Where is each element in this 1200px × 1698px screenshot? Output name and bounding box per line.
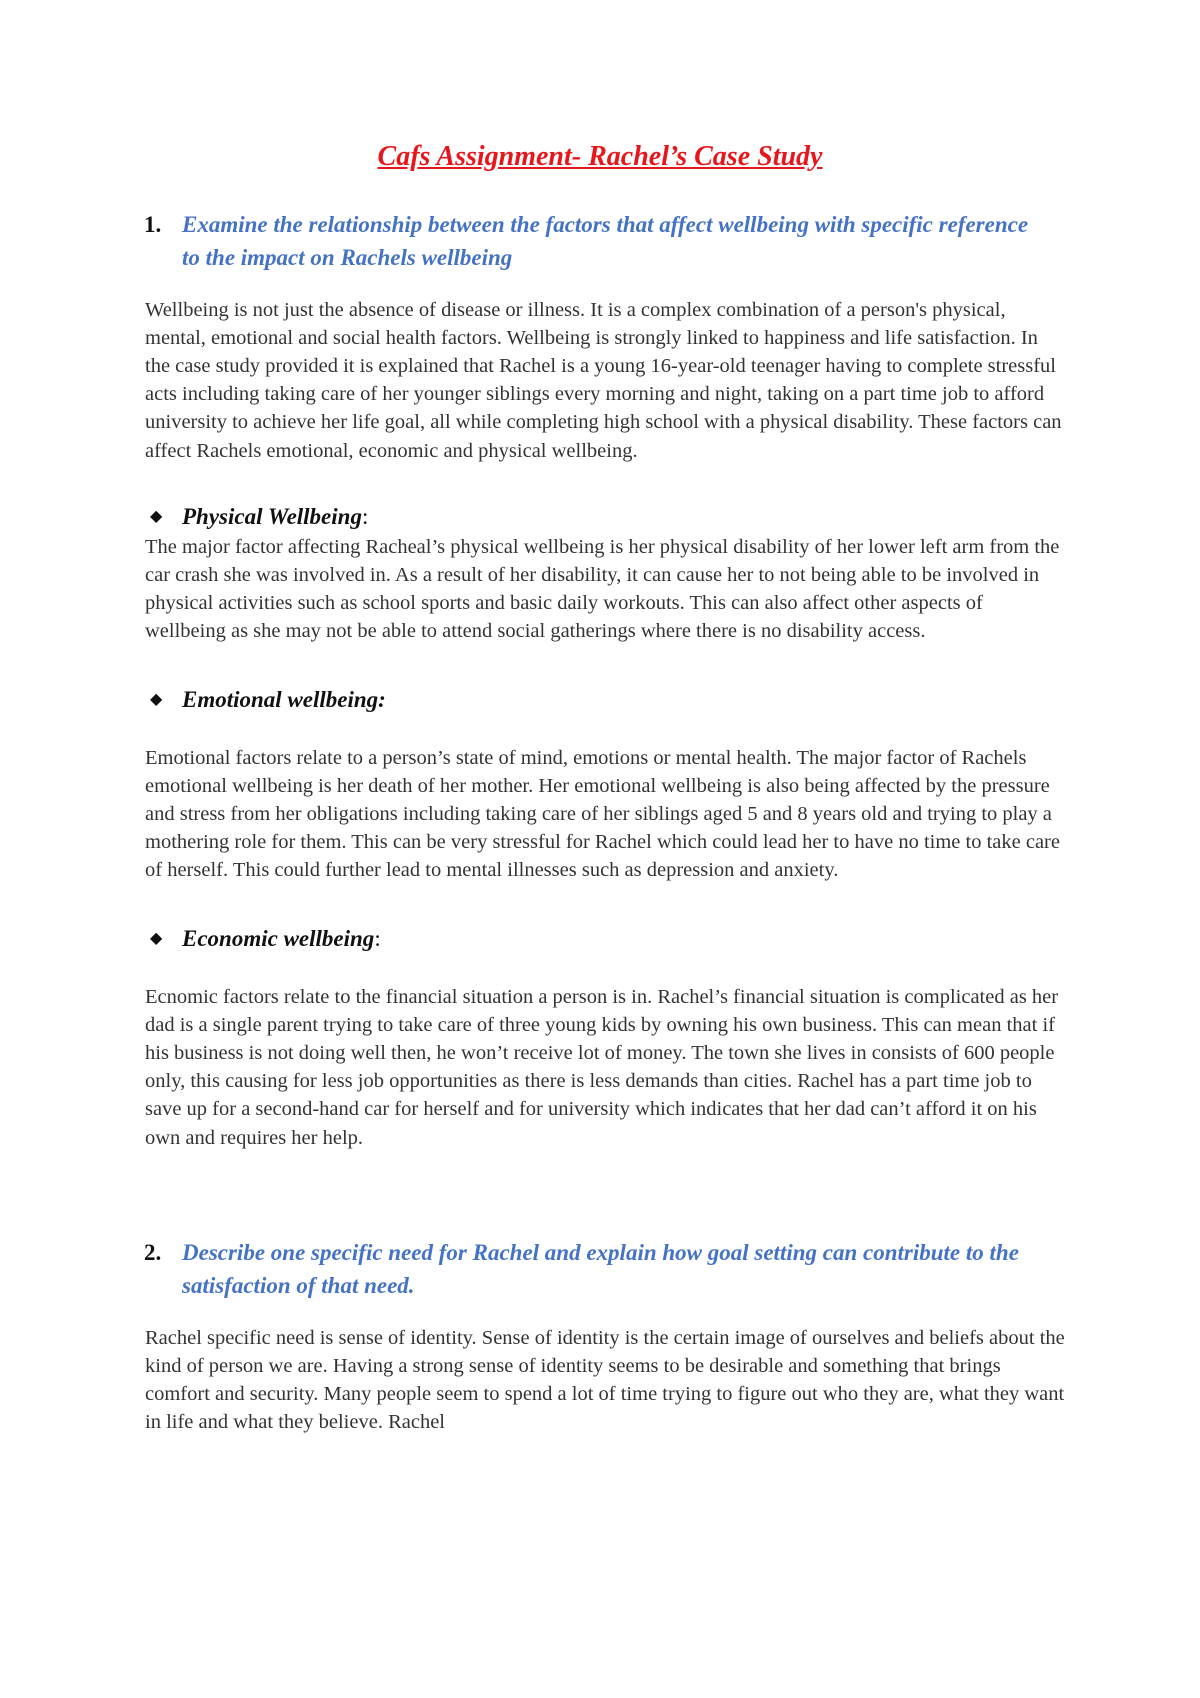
question-1 [144, 208, 1044, 274]
economic-wellbeing-label: Economic wellbeing [182, 925, 375, 951]
document-title: Cafs Assignment- Rachel’s Case Study [377, 141, 823, 172]
physical-wellbeing-heading [150, 501, 1200, 533]
question-1-text: Examine the relationship between the factors that affect wellbeing with specific reference to the impact on Rachels wellbeing [182, 211, 1029, 270]
economic-wellbeing-colon: : [374, 925, 381, 951]
question-1-number: 1. [144, 211, 162, 237]
diamond-bullet-icon: ◆ [150, 690, 163, 708]
diamond-bullet-icon: ◆ [150, 507, 163, 525]
question-2 [144, 1236, 1044, 1302]
emotional-wellbeing-paragraph: Emotional factors relate to a person’s state of mind, emotions or mental health. The major factor of Rachels emotional wellbeing is her death of her mother. Her emotional wellbeing is also being affected by the pressure and stress from her obligations including taking care of her siblings aged 5 and 8 years old and trying to play a mothering role for them. This can be very stressful for Rachel which could lead her to have no time to take care of herself. This could further lead to mental illnesses such as depression and anxiety. [145, 746, 1060, 882]
physical-wellbeing-label: Physical Wellbeing [182, 503, 362, 529]
physical-wellbeing-paragraph: The major factor affecting Racheal’s physical wellbeing is her physical disability of her lower left arm from the car crash she was involved in. As a result of her disability, it can cause her to not being able to be involved in physical activities such as school sports and basic daily workouts. This can also affect other aspects of wellbeing as she may not be able to attend social gatherings where there is no disability access. [145, 535, 1060, 643]
question-2-text: Describe one specific need for Rachel and explain how goal setting can contribute to the satisfaction of that need. [182, 1239, 1019, 1298]
emotional-wellbeing-label: Emotional wellbeing: [182, 686, 386, 712]
physical-wellbeing-colon: : [361, 503, 369, 529]
question-2-number: 2. [144, 1239, 162, 1265]
intro-paragraph: Wellbeing is not just the absence of disease or illness. It is a complex combination of a person's physical, mental, emotional and social health factors. Wellbeing is strongly linked to happiness and life satisfaction. In the case study provided it is explained that Rachel is a young 16-year-old teenager having to complete stressful acts including taking care of her younger siblings every morning and night, taking on a part time job to afford university to achieve her life goal, all while completing high school with a physical disability. These factors can affect Rachels emotional, economic and physical wellbeing. [145, 298, 1062, 462]
economic-wellbeing-paragraph: Ecnomic factors relate to the financial situation a person is in. Rachel’s financial situation is complicated as her dad is a single parent trying to take care of three young kids by owning his own business. This can mean that if his business is not doing well then, he won’t receive lot of money. The town she lives in consists of 600 people only, this causing for less job opportunities as there is less demands than cities. Rachel has a part time job to save up for a second-hand car for herself and for university which indicates that her dad can’t afford it on his own and requires her help. [145, 985, 1059, 1149]
question-2-paragraph: Rachel specific need is sense of identity. Sense of identity is the certain image of ourselves and beliefs about the kind of person we are. Having a strong sense of identity seems to be desirable and something that brings comfort and security. Many people seem to spend a lot of time trying to figure out who they are, what they want in life and what they believe. Rachel [145, 1326, 1065, 1434]
economic-wellbeing-heading [150, 923, 1200, 955]
emotional-wellbeing-heading [150, 684, 1200, 716]
diamond-bullet-icon: ◆ [150, 929, 163, 947]
